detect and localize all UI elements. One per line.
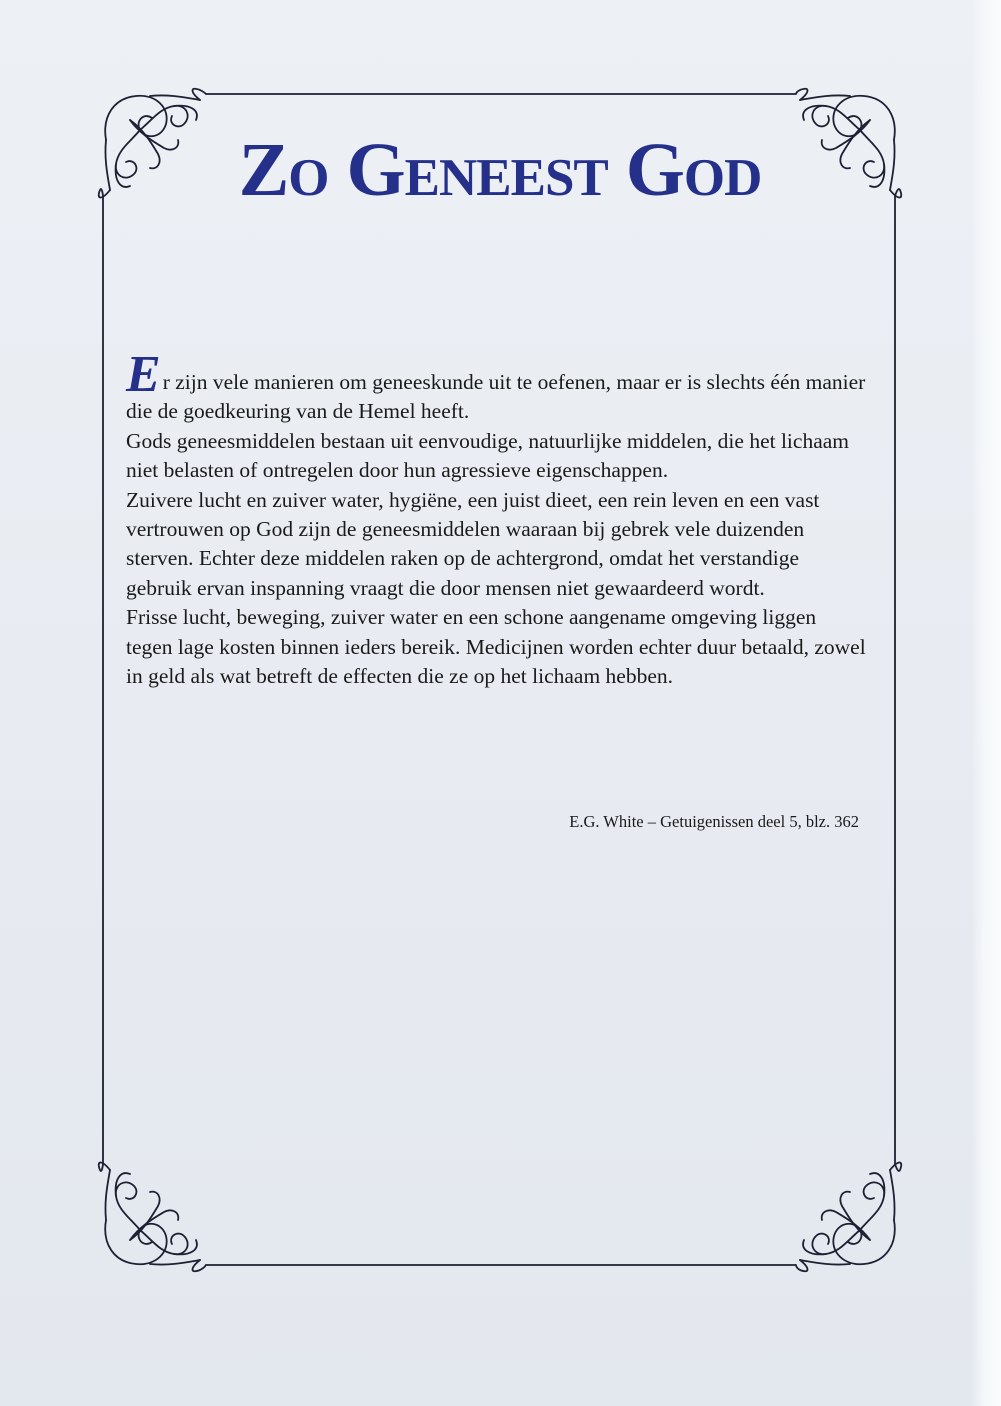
attribution: E.G. White – Getuigenissen deel 5, blz. 362 <box>569 812 859 831</box>
corner-ornament-bottom-left <box>105 1170 200 1265</box>
body-text <box>126 346 866 691</box>
page-title: Zo Geneest God <box>238 128 762 212</box>
paragraph-1 <box>126 346 866 427</box>
paragraph-2: Gods geneesmiddelen bestaan uit eenvoudige, natuurlijke middelen, die het lichaam niet belasten of ontregelen door hun agressieve eigenschappen. <box>126 428 850 483</box>
corner-ornament-bottom-right <box>800 1170 895 1265</box>
paragraph-1-text: r zijn vele manieren om geneeskunde uit te oefenen, maar er is slechts één manier die de goedkeuring van de Hemel heeft. <box>126 370 866 424</box>
paragraph-4: Frisse lucht, beweging, zuiver water en een schone aangename omgeving liggen tegen lage kosten binnen ieders bereik. Medicijnen worden echter duur betaald, zowel in geld als wat betreft de effecten die ze op het lichaam hebben. <box>126 605 866 689</box>
drop-cap: E <box>126 346 161 403</box>
paragraph-3: Zuivere lucht en zuiver water, hygiëne, een juist dieet, een rein leven en een vast vertrouwen op God zijn de geneesmiddelen waaraan bij gebrek vele duizenden sterven. Echter deze middelen raken op de achtergrond, omdat het verstandige gebruik ervan inspanning vraagt die door mensen niet gewaardeerd wordt. <box>126 487 820 600</box>
